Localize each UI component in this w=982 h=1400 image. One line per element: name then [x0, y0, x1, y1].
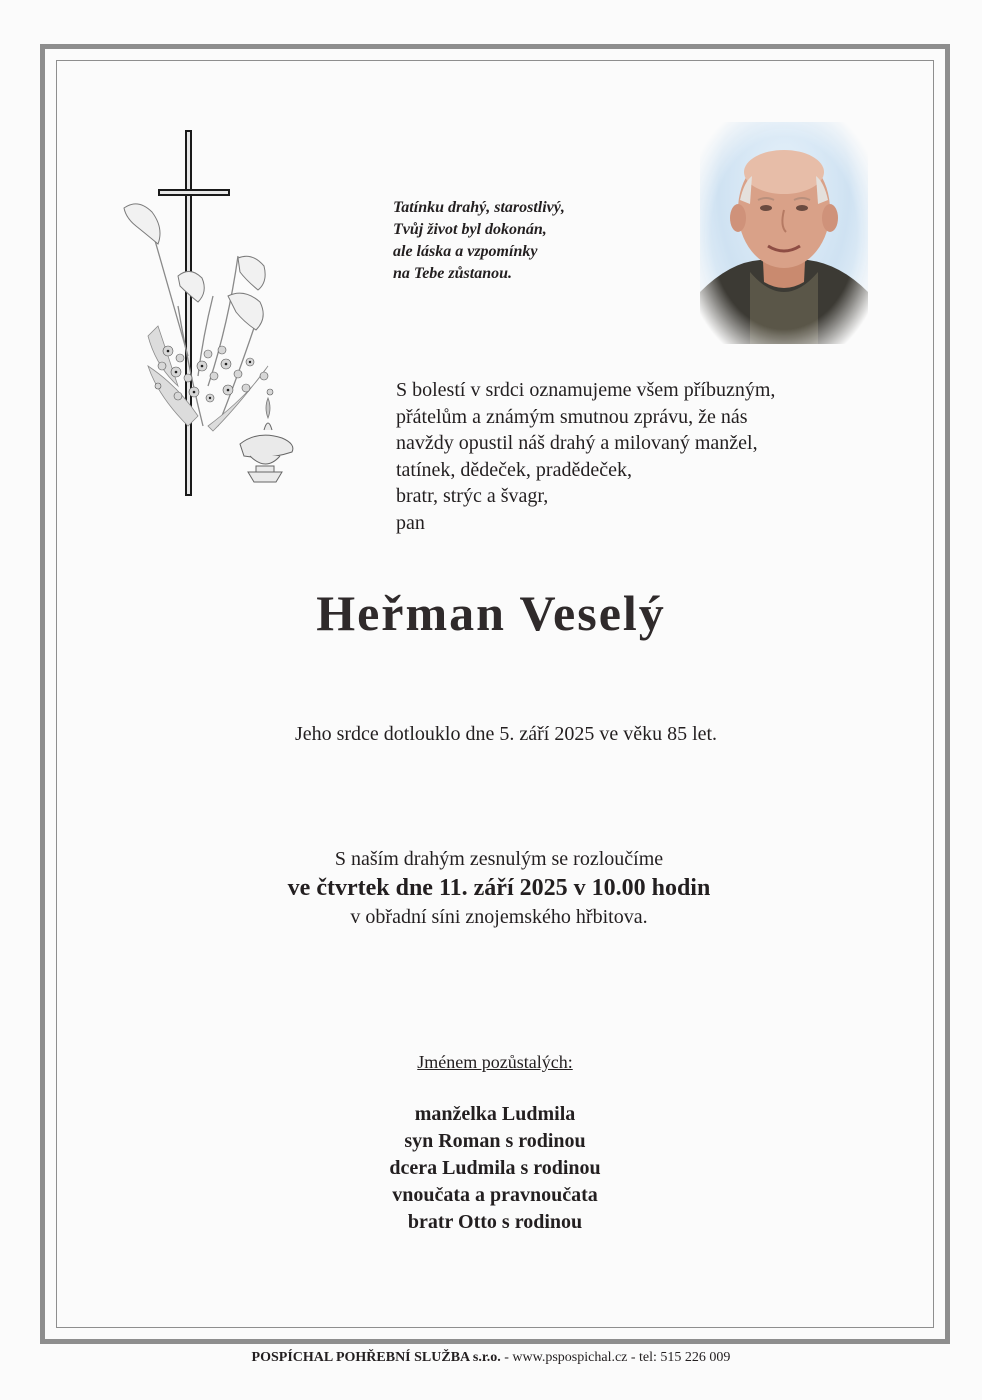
poem-verse — [393, 197, 653, 285]
farewell-intro: S naším drahým zesnulým se rozloučíme — [334, 848, 664, 870]
deceased-name: Heřman Veselý — [316, 585, 666, 641]
footer-phone: tel: 515 226 009 — [639, 1350, 731, 1365]
footer-website: - www.pspospichal.cz - — [500, 1350, 640, 1365]
announcement-line: bratr, strýc a švagr, — [396, 485, 549, 507]
announcement-line: tatínek, dědeček, pradědeček, — [396, 458, 632, 481]
survivor-item: vnoučata a pravnoučata — [392, 1184, 598, 1206]
portrait-photo — [700, 122, 868, 344]
poem-line: Tatínku drahý, starostlivý, — [393, 199, 565, 216]
poem-line: Tvůj život byl dokonán, — [393, 221, 547, 238]
announcement-line: pan — [396, 511, 425, 534]
footer — [0, 1350, 982, 1366]
announcement-line: přátelům a známým smutnou zprávu, že nás — [396, 405, 748, 428]
farewell-datetime: ve čtvrtek dne 11. září 2025 v 10.00 hodin — [287, 875, 711, 901]
announcement-line: S bolestí v srdci oznamujeme všem příbuzným, — [396, 379, 776, 401]
cross-with-lilies-icon — [118, 126, 308, 500]
poem-line: na Tebe zůstanou. — [393, 265, 512, 282]
on-behalf-label: Jménem pozůstalých: — [417, 1052, 573, 1072]
farewell-location: v obřadní síni znojemského hřbitova. — [350, 906, 648, 928]
survivor-item: syn Roman s rodinou — [404, 1130, 586, 1152]
survivor-item: bratr Otto s rodinou — [407, 1211, 583, 1233]
farewell-info — [0, 845, 982, 932]
poem-line: ale láska a vzpomínky — [393, 243, 538, 260]
survivor-item: dcera Ludmila s rodinou — [389, 1157, 601, 1179]
footer-company: POSPÍCHAL POHŘEBNÍ SLUŽBA s.r.o. — [251, 1350, 501, 1365]
survivor-item: manželka Ludmila — [414, 1103, 576, 1125]
announcement-line: navždy opustil náš drahý a milovaný manžel, — [396, 432, 758, 454]
survivors-list — [0, 1101, 982, 1236]
death-notice: Jeho srdce dotlouklo dne 5. září 2025 ve věku 85 let. — [294, 723, 718, 745]
announcement-text — [396, 377, 866, 536]
